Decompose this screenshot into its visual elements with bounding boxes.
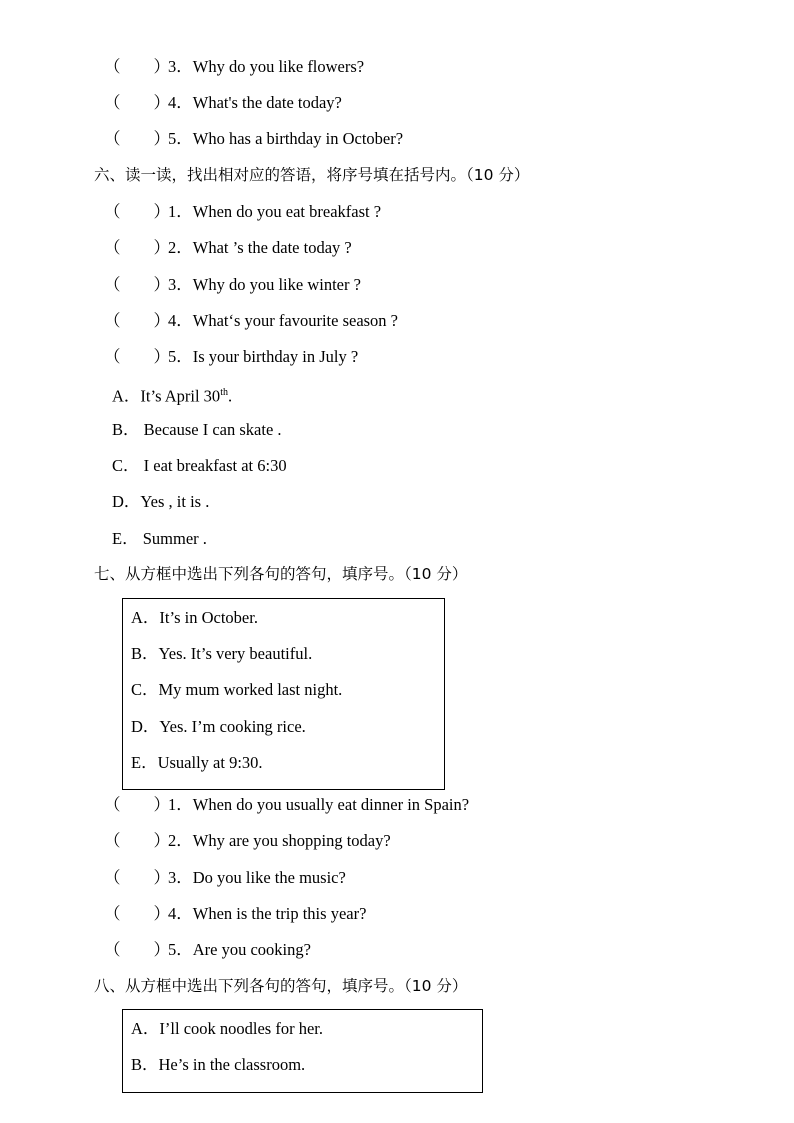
question-text: 3．Why do you like winter ?	[168, 275, 361, 294]
box-option: C．My mum worked last night.	[131, 680, 343, 699]
answer-blank[interactable]: （ ）	[104, 275, 170, 294]
answer-blank[interactable]: （ ）	[104, 93, 170, 112]
question-text: 2．What ’s the date today ?	[168, 238, 352, 257]
answer-option: B． Because I can skate .	[112, 420, 282, 439]
answer-blank[interactable]: （ ）	[104, 238, 170, 257]
box-option: A．It’s in October.	[131, 608, 258, 627]
section-8-heading: 八、从方框中选出下列各句的答句，填序号。（10 分）	[94, 977, 468, 995]
question-text: 5．Are you cooking?	[168, 940, 311, 959]
question-text: 2．Why are you shopping today?	[168, 831, 391, 850]
section-7-heading: 七、从方框中选出下列各句的答句，填序号。（10 分）	[94, 565, 468, 583]
answer-option: C． I eat breakfast at 6:30	[112, 456, 287, 475]
answer-option: D．Yes , it is .	[112, 492, 210, 511]
box-option: E．Usually at 9:30.	[131, 753, 263, 772]
answer-blank[interactable]: （ ）	[104, 202, 170, 221]
answer-blank[interactable]: （ ）	[104, 57, 170, 76]
question-text: 1．When do you eat breakfast ?	[168, 202, 382, 221]
question-text: 4．What's the date today?	[168, 93, 342, 112]
answer-option: A．It’s April 30th.	[112, 386, 233, 406]
question-text: 3．Why do you like flowers?	[168, 57, 365, 76]
answer-blank[interactable]: （ ）	[104, 311, 170, 330]
question-text: 4．When is the trip this year?	[168, 904, 367, 923]
answer-blank[interactable]: （ ）	[104, 347, 170, 366]
answer-option: E． Summer .	[112, 529, 207, 548]
answer-blank[interactable]: （ ）	[104, 904, 170, 923]
answer-blank[interactable]: （ ）	[104, 868, 170, 887]
answer-box	[122, 1009, 483, 1093]
question-text: 4．What‘s your favourite season ?	[168, 311, 399, 330]
box-option: B．Yes. It’s very beautiful.	[131, 644, 313, 663]
answer-blank[interactable]: （ ）	[104, 831, 170, 850]
section-6-heading: 六、读一读，找出相对应的答语，将序号填在括号内。（10 分）	[94, 166, 530, 184]
answer-blank[interactable]: （ ）	[104, 795, 170, 814]
question-text: 1．When do you usually eat dinner in Spain?	[168, 795, 470, 814]
question-text: 5．Who has a birthday in October?	[168, 129, 404, 148]
box-option: A．I’ll cook noodles for her.	[131, 1019, 324, 1038]
answer-blank[interactable]: （ ）	[104, 940, 170, 959]
box-option: B．He’s in the classroom.	[131, 1055, 306, 1074]
question-text: 3．Do you like the music?	[168, 868, 346, 887]
box-option: D．Yes. I’m cooking rice.	[131, 717, 306, 736]
question-text: 5．Is your birthday in July ?	[168, 347, 359, 366]
answer-blank[interactable]: （ ）	[104, 129, 170, 148]
answer-box	[122, 598, 445, 790]
